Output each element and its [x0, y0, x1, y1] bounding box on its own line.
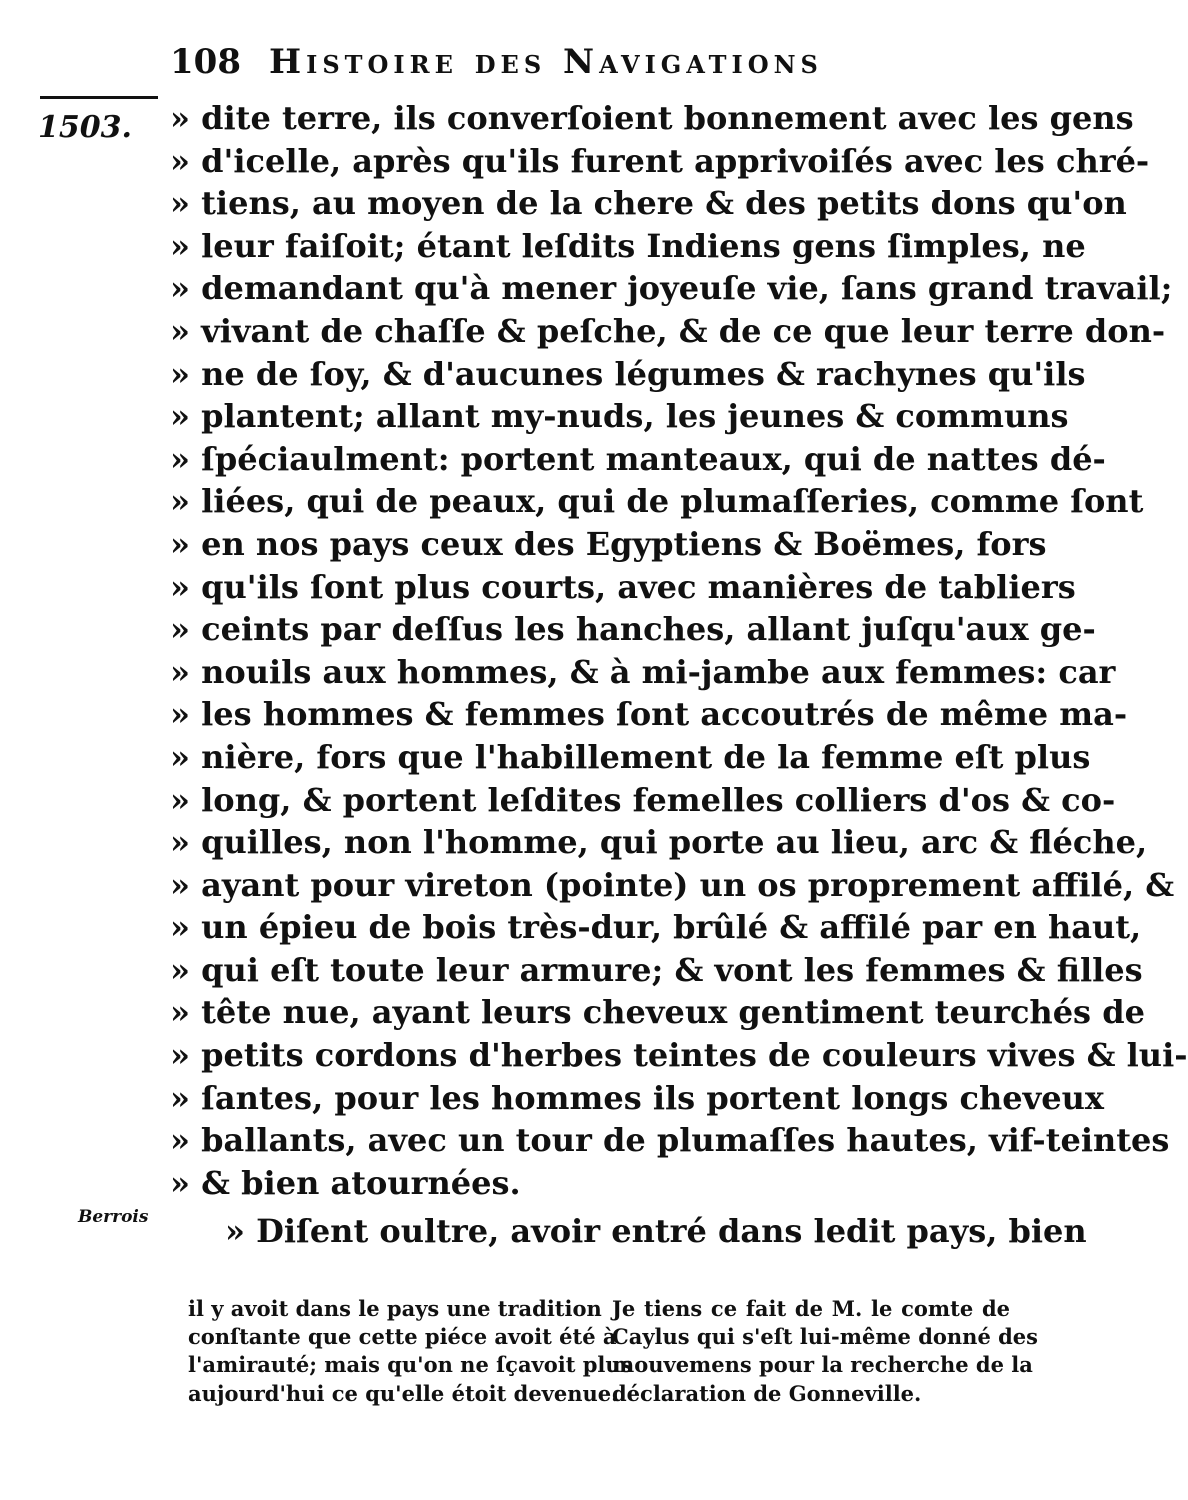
footnote-line: l'amirauté; mais qu'on ne ſçavoit plus [188, 1352, 633, 1378]
footnote-right [612, 1295, 1038, 1408]
footnote-left [188, 1295, 633, 1408]
text-line: » les hommes & femmes ſont accoutrés de même ma- [170, 695, 1128, 734]
text-line: » quilles, non l'homme, qui porte au lieu, arc & fléche, [170, 823, 1148, 862]
text-line: » nouils aux hommes, & à mi-jambe aux femmes: car [170, 652, 1116, 691]
footnote-line: déclaration de Gonneville. [612, 1380, 922, 1406]
footnote-line: il y avoit dans le pays une tradition [188, 1296, 602, 1321]
text-line: » vivant de chaſſe & peſche, & de ce que leur terre don- [170, 311, 1166, 350]
text-line: » un épieu de bois très-dur, brûlé & affilé par en haut, [170, 908, 1142, 947]
text-line: » long, & portent leſdites femelles colliers d'os & co- [170, 780, 1116, 819]
text-line: » qu'ils ſont plus courts, avec manières de tabliers [170, 567, 1076, 606]
text-line: » ayant pour vireton (pointe) un os proprement affilé, & [170, 865, 1175, 904]
page-number: 108 [170, 42, 241, 82]
text-line: » ne de ſoy, & d'aucunes légumes & rachynes qu'ils [170, 354, 1086, 393]
text-line: » tête nue, ayant leurs cheveux gentiment teurchés de [170, 993, 1145, 1032]
text-line: » tiens, au moyen de la chere & des petits dons qu'on [170, 184, 1127, 223]
running-title: Histoire des Navigations [268, 42, 823, 82]
text-line: » demandant qu'à mener joyeuſe vie, ſans grand travail; [170, 269, 1173, 308]
text-line: » ballants, avec un tour de plumaſſes hautes, vif-teintes [170, 1121, 1170, 1160]
margin-rule [40, 96, 158, 99]
text-line: » qui eſt toute leur armure; & vont les femmes & filles [170, 950, 1143, 989]
text-line: » dite terre, ils converſoient bonnement avec les gens [170, 99, 1134, 137]
text-line: » d'icelle, après qu'ils furent apprivoiſés avec les chré- [170, 141, 1150, 180]
text-line: » en nos pays ceux des Egyptiens & Boëmes, fors [170, 524, 1047, 563]
text-line: » & bien atournées. [170, 1163, 521, 1202]
footnote-line: Caylus qui s'eſt lui-même donné des [612, 1324, 1038, 1350]
running-header [170, 42, 930, 82]
footnote-line: conſtante que cette piéce avoit été à [188, 1324, 617, 1350]
text-line: » leur faiſoit; étant leſdits Indiens gens ſimples, ne [170, 226, 1086, 265]
text-line: » petits cordons d'herbes teintes de couleurs vives & lui- [170, 1036, 1188, 1075]
text-line: » ſpéciaulment: portent manteaux, qui de nattes dé- [170, 439, 1106, 478]
footnote-line: aujourd'hui ce qu'elle étoit devenue. [188, 1380, 619, 1406]
footnote-line: mouvemens pour la recherche de la [612, 1352, 1033, 1378]
margin-year: 1503. [38, 110, 132, 145]
text-line: » plantent; allant my-nuds, les jeunes & communs [170, 397, 1069, 436]
text-line: » liées, qui de peaux, qui de plumaſſeries, comme ſont [170, 482, 1144, 521]
text-line: » nière, fors que l'habillement de la femme eſt plus [170, 737, 1091, 776]
text-line: » ceints par deſſus les hanches, allant juſqu'aux ge- [170, 610, 1096, 649]
main-text [170, 97, 1188, 1204]
footnote-line: Je tiens ce fait de M. le comte de [612, 1296, 1010, 1321]
margin-side-note: Berrois [78, 1207, 149, 1227]
next-paragraph: » Diſent oultre, avoir entré dans ledit pays, bien [225, 1212, 1087, 1250]
text-line: » ſantes, pour les hommes ils portent longs cheveux [170, 1078, 1104, 1117]
